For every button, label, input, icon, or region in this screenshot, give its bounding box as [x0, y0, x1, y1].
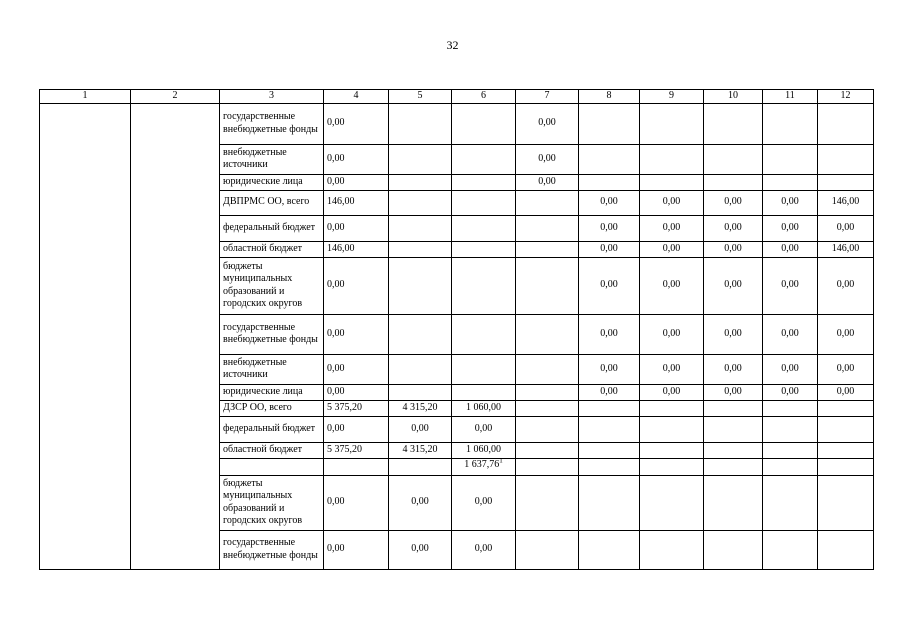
cell-value: 0,00	[836, 385, 855, 397]
col-header: 9	[640, 90, 704, 104]
cell-value: 0,00	[724, 242, 742, 254]
value-cell-12	[818, 458, 874, 475]
cell-value: 0,00	[662, 385, 681, 397]
cell-value: 146,00	[327, 196, 355, 208]
value-cell-6	[452, 442, 516, 458]
value-cell-12	[818, 314, 874, 354]
value-cell-9	[640, 416, 704, 442]
value-cell-8	[579, 241, 640, 257]
cell-value: 0,00	[724, 385, 742, 397]
cell-value: 5 375,20	[327, 401, 362, 413]
cell-value: 4 315,20	[402, 401, 438, 413]
cell-value: 146,00	[831, 242, 860, 254]
cell-value: 1 060,00	[466, 401, 501, 413]
cell-value: 0,00	[662, 362, 681, 374]
value-cell-4	[324, 257, 389, 314]
cell-value: 146,00	[831, 196, 860, 208]
cell-value: 0,00	[600, 362, 618, 374]
value-cell-9	[640, 442, 704, 458]
value-cell-4	[324, 144, 389, 174]
value-cell-8	[579, 215, 640, 241]
value-cell-9	[640, 354, 704, 384]
value-cell-11	[763, 416, 818, 442]
value-cell-10	[704, 354, 763, 384]
value-cell-12	[818, 530, 874, 569]
value-cell-8	[579, 400, 640, 416]
cell-value: 1 060,00	[466, 443, 501, 455]
value-cell-6	[452, 530, 516, 569]
col-header: 6	[452, 90, 516, 104]
value-cell-10	[704, 215, 763, 241]
value-cell-5	[389, 416, 452, 442]
value-cell-7	[516, 241, 579, 257]
value-cell-4	[324, 354, 389, 384]
cell-value: 0,00	[836, 327, 855, 339]
cell-value: 0,00	[781, 242, 799, 254]
value-cell-9	[640, 257, 704, 314]
value-cell-11	[763, 475, 818, 530]
cell-value: 0,00	[327, 422, 345, 434]
value-cell-7	[516, 354, 579, 384]
value-cell-5	[389, 314, 452, 354]
value-cell-5	[389, 144, 452, 174]
value-cell-5	[389, 442, 452, 458]
value-cell-6	[452, 475, 516, 530]
cell-value: 0,00	[836, 279, 855, 291]
value-cell-10	[704, 241, 763, 257]
cell-value: 0,00	[327, 543, 345, 555]
value-cell-8	[579, 257, 640, 314]
col-header: 1	[40, 90, 131, 104]
value-cell-11	[763, 458, 818, 475]
row-label: юридические лица	[220, 174, 324, 190]
value-cell-6	[452, 354, 516, 384]
value-cell-12	[818, 103, 874, 144]
value-cell-10	[704, 314, 763, 354]
cell-value: 0,00	[411, 422, 429, 434]
cell-value: 0,00	[474, 543, 493, 555]
value-cell-10	[704, 475, 763, 530]
cell-value: 0,00	[327, 152, 345, 164]
row-label	[220, 458, 324, 475]
value-cell-12	[818, 174, 874, 190]
cell-value: 0,00	[474, 496, 493, 508]
value-cell-12	[818, 257, 874, 314]
value-cell-5	[389, 241, 452, 257]
value-cell-6	[452, 174, 516, 190]
value-cell-10	[704, 458, 763, 475]
value-cell-10	[704, 416, 763, 442]
cell-value: 0,00	[600, 327, 618, 339]
col-header: 7	[516, 90, 579, 104]
value-cell-5	[389, 400, 452, 416]
cell-value: 146,00	[327, 242, 355, 254]
value-cell-6	[452, 458, 516, 475]
cell-value: 0,00	[781, 327, 799, 339]
value-cell-7	[516, 144, 579, 174]
value-cell-11	[763, 530, 818, 569]
value-cell-11	[763, 400, 818, 416]
value-cell-7	[516, 190, 579, 215]
col-header: 10	[704, 90, 763, 104]
value-cell-4	[324, 215, 389, 241]
value-cell-7	[516, 384, 579, 400]
col-header: 5	[389, 90, 452, 104]
cell-value: 0,00	[327, 496, 345, 508]
value-cell-6	[452, 314, 516, 354]
value-cell-8	[579, 144, 640, 174]
cell-value: 0,00	[327, 175, 345, 187]
value-cell-8	[579, 384, 640, 400]
value-cell-11	[763, 354, 818, 384]
col-header: 4	[324, 90, 389, 104]
value-cell-10	[704, 174, 763, 190]
value-cell-6	[452, 215, 516, 241]
value-cell-10	[704, 400, 763, 416]
value-cell-7	[516, 400, 579, 416]
value-cell-7	[516, 314, 579, 354]
row-label: государственные внебюджетные фонды	[220, 103, 324, 144]
value-cell-5	[389, 354, 452, 384]
cell-value: 5 375,20	[327, 443, 362, 455]
value-cell-5	[389, 257, 452, 314]
column-2-cell	[131, 103, 220, 569]
value-cell-11	[763, 174, 818, 190]
value-cell-7	[516, 458, 579, 475]
table-row	[40, 103, 874, 144]
row-label: внебюджетные источники	[220, 354, 324, 384]
row-label: юридические лица	[220, 384, 324, 400]
cell-value: 0,00	[327, 362, 345, 374]
cell-value: 0,00	[781, 385, 799, 397]
cell-value: 0,00	[662, 279, 681, 291]
value-cell-12	[818, 144, 874, 174]
value-cell-6	[452, 416, 516, 442]
value-cell-11	[763, 190, 818, 215]
value-cell-8	[579, 354, 640, 384]
value-cell-7	[516, 215, 579, 241]
cell-value: 0,00	[327, 385, 345, 397]
cell-value: 0,00	[600, 242, 618, 254]
value-cell-7	[516, 103, 579, 144]
value-cell-4	[324, 384, 389, 400]
value-cell-4	[324, 314, 389, 354]
cell-value: 0,00	[411, 543, 429, 555]
value-cell-4	[324, 190, 389, 215]
value-cell-11	[763, 103, 818, 144]
value-cell-6	[452, 190, 516, 215]
value-cell-4	[324, 530, 389, 569]
value-cell-12	[818, 354, 874, 384]
footnote-marker: 1	[499, 458, 503, 465]
value-cell-10	[704, 384, 763, 400]
value-cell-4	[324, 400, 389, 416]
column-1-cell	[40, 103, 131, 569]
cell-value: 0,00	[836, 362, 855, 374]
value-cell-10	[704, 530, 763, 569]
value-cell-12	[818, 400, 874, 416]
value-cell-5	[389, 174, 452, 190]
value-cell-7	[516, 530, 579, 569]
value-cell-9	[640, 384, 704, 400]
col-header: 8	[579, 90, 640, 104]
value-cell-12	[818, 190, 874, 215]
cell-value: 0,00	[538, 117, 556, 129]
value-cell-8	[579, 190, 640, 215]
value-cell-7	[516, 475, 579, 530]
cell-value: 0,00	[600, 385, 618, 397]
value-cell-4	[324, 174, 389, 190]
value-cell-11	[763, 442, 818, 458]
row-label: областной бюджет	[220, 442, 324, 458]
value-cell-9	[640, 215, 704, 241]
cell-value: 0,00	[538, 175, 556, 187]
cell-value: 0,00	[327, 279, 345, 291]
value-cell-8	[579, 174, 640, 190]
row-label: бюджеты муниципальных образований и городских округов	[220, 257, 324, 314]
row-label: областной бюджет	[220, 241, 324, 257]
value-cell-4	[324, 475, 389, 530]
cell-value: 4 315,20	[402, 443, 438, 455]
cell-value: 0,00	[474, 422, 493, 434]
value-cell-9	[640, 144, 704, 174]
value-cell-7	[516, 416, 579, 442]
row-label: бюджеты муниципальных образований и городских округов	[220, 475, 324, 530]
col-header: 12	[818, 90, 874, 104]
value-cell-6	[452, 400, 516, 416]
value-cell-4	[324, 416, 389, 442]
row-label: ДВПРМС ОО, всего	[220, 190, 324, 215]
cell-value: 0,00	[781, 362, 799, 374]
value-cell-8	[579, 530, 640, 569]
col-header: 3	[220, 90, 324, 104]
cell-value: 0,00	[781, 221, 799, 233]
cell-value: 0,00	[538, 152, 556, 164]
cell-value: 0,00	[600, 279, 618, 291]
value-cell-12	[818, 442, 874, 458]
cell-value: 0,00	[662, 196, 681, 208]
value-cell-5	[389, 475, 452, 530]
value-cell-12	[818, 384, 874, 400]
cell-value: 0,00	[600, 196, 618, 208]
value-cell-5	[389, 190, 452, 215]
header-row	[40, 90, 874, 104]
cell-value: 0,00	[662, 327, 681, 339]
cell-value: 0,00	[327, 221, 345, 233]
cell-value: 0,00	[781, 279, 799, 291]
value-cell-12	[818, 475, 874, 530]
cell-value: 0,00	[724, 362, 742, 374]
value-cell-10	[704, 257, 763, 314]
value-cell-7	[516, 442, 579, 458]
value-cell-5	[389, 384, 452, 400]
value-cell-5	[389, 103, 452, 144]
value-cell-8	[579, 458, 640, 475]
cell-value: 0,00	[724, 327, 742, 339]
value-cell-6	[452, 144, 516, 174]
value-cell-4	[324, 103, 389, 144]
value-cell-8	[579, 314, 640, 354]
cell-value: 1 637,76	[464, 458, 500, 470]
value-cell-9	[640, 103, 704, 144]
cell-value: 0,00	[724, 279, 742, 291]
value-cell-8	[579, 103, 640, 144]
value-cell-9	[640, 241, 704, 257]
value-cell-9	[640, 458, 704, 475]
col-header: 11	[763, 90, 818, 104]
value-cell-10	[704, 103, 763, 144]
cell-value: 0,00	[662, 221, 681, 233]
value-cell-11	[763, 384, 818, 400]
page-number: 32	[446, 38, 459, 52]
value-cell-11	[763, 144, 818, 174]
value-cell-6	[452, 257, 516, 314]
value-cell-5	[389, 530, 452, 569]
value-cell-11	[763, 215, 818, 241]
cell-value: 0,00	[327, 327, 345, 339]
cell-value: 0,00	[600, 221, 618, 233]
value-cell-6	[452, 384, 516, 400]
cell-value: 0,00	[836, 221, 855, 233]
value-cell-10	[704, 442, 763, 458]
row-label: государственные внебюджетные фонды	[220, 530, 324, 569]
value-cell-5	[389, 458, 452, 475]
value-cell-7	[516, 257, 579, 314]
cell-value: 0,00	[327, 117, 345, 129]
value-cell-12	[818, 215, 874, 241]
cell-value: 0,00	[781, 196, 799, 208]
value-cell-4	[324, 241, 389, 257]
value-cell-9	[640, 475, 704, 530]
value-cell-6	[452, 103, 516, 144]
cell-value: 0,00	[724, 221, 742, 233]
value-cell-9	[640, 174, 704, 190]
budget-table	[39, 89, 874, 570]
value-cell-10	[704, 144, 763, 174]
value-cell-10	[704, 190, 763, 215]
value-cell-5	[389, 215, 452, 241]
cell-value: 0,00	[662, 242, 681, 254]
cell-value: 0,00	[411, 496, 429, 508]
value-cell-11	[763, 257, 818, 314]
row-label: ДЗСР ОО, всего	[220, 400, 324, 416]
value-cell-8	[579, 442, 640, 458]
value-cell-11	[763, 241, 818, 257]
value-cell-9	[640, 530, 704, 569]
row-label: государственные внебюджетные фонды	[220, 314, 324, 354]
value-cell-4	[324, 458, 389, 475]
row-label: федеральный бюджет	[220, 215, 324, 241]
cell-value: 0,00	[724, 196, 742, 208]
row-label: федеральный бюджет	[220, 416, 324, 442]
value-cell-8	[579, 475, 640, 530]
value-cell-9	[640, 190, 704, 215]
value-cell-8	[579, 416, 640, 442]
value-cell-6	[452, 241, 516, 257]
value-cell-9	[640, 400, 704, 416]
value-cell-11	[763, 314, 818, 354]
col-header: 2	[131, 90, 220, 104]
value-cell-12	[818, 416, 874, 442]
value-cell-4	[324, 442, 389, 458]
value-cell-12	[818, 241, 874, 257]
row-label: внебюджетные источники	[220, 144, 324, 174]
value-cell-9	[640, 314, 704, 354]
value-cell-7	[516, 174, 579, 190]
